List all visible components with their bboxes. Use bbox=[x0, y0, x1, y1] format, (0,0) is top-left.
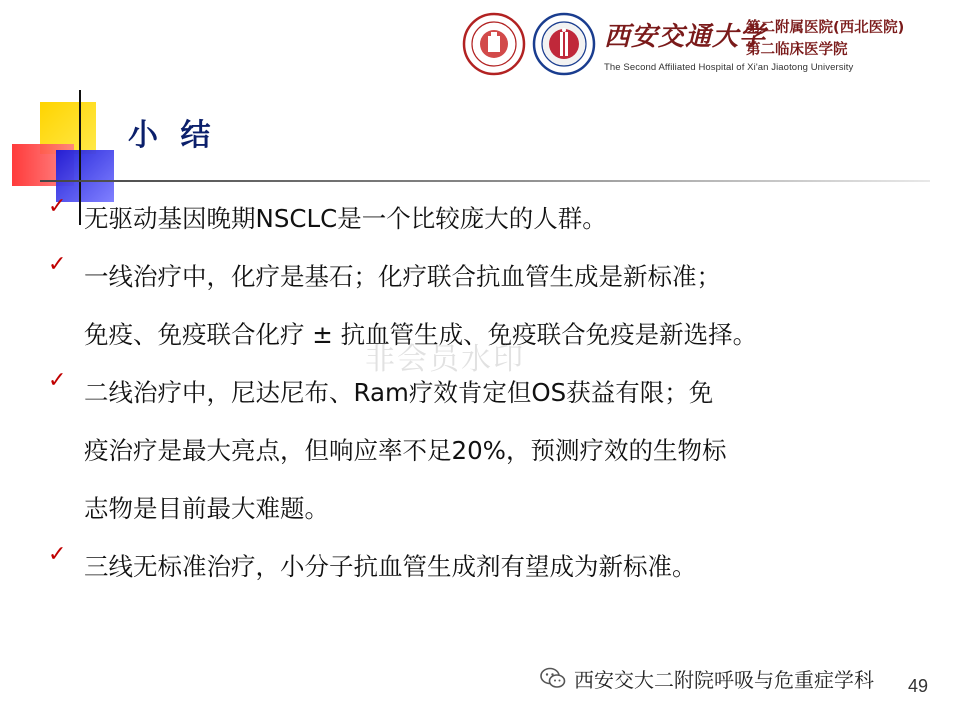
check-icon: ✓ bbox=[48, 368, 67, 393]
bullet-line: 二线治疗中，尼达尼布、Ram疗效肯定但OS获益有限；免 bbox=[84, 378, 714, 407]
hospital-header bbox=[462, 8, 952, 78]
list-item bbox=[48, 190, 948, 248]
bullet-line: 免疫、免疫联合化疗 ± 抗血管生成、免疫联合免疫是新选择。 bbox=[84, 320, 758, 349]
check-icon: ✓ bbox=[48, 194, 67, 219]
hospital-name-english: The Second Affiliated Hospital of Xi'an Jiaotong University bbox=[604, 62, 854, 73]
footer-source bbox=[540, 662, 874, 694]
hospital-name-block bbox=[604, 12, 954, 76]
check-icon: ✓ bbox=[48, 542, 67, 567]
bullet-line: 无驱动基因晚期NSCLC是一个比较庞大的人群。 bbox=[84, 204, 607, 233]
university-name: 西安交通大学 bbox=[604, 22, 767, 52]
watermark: 非会员水印 bbox=[365, 342, 525, 377]
university-seal-icon bbox=[462, 12, 526, 76]
hospital-name-line1: 第二附属医院(西北医院) bbox=[746, 20, 905, 36]
page-number: 49 bbox=[908, 676, 929, 696]
bullet-line: 志物是目前最大难题。 bbox=[84, 494, 329, 523]
footer-source-label: 西安交大二附院呼吸与危重症学科 bbox=[574, 667, 874, 692]
slide-title: 小 结 bbox=[128, 118, 217, 153]
hospital-name-line2: 第二临床医学院 bbox=[746, 42, 848, 58]
wechat-icon bbox=[540, 666, 566, 690]
list-item bbox=[48, 364, 948, 538]
hospital-seal-icon bbox=[532, 12, 596, 76]
check-icon: ✓ bbox=[48, 252, 67, 277]
bullet-line: 疫治疗是最大亮点，但响应率不足20%，预测疗效的生物标 bbox=[84, 436, 727, 465]
decor-horizontal-line bbox=[40, 180, 930, 182]
bullet-line: 一线治疗中，化疗是基石；化疗联合抗血管生成是新标准； bbox=[84, 262, 721, 291]
list-item bbox=[48, 538, 948, 596]
bullet-line: 三线无标准治疗，小分子抗血管生成剂有望成为新标准。 bbox=[84, 552, 697, 581]
summary-list bbox=[48, 190, 948, 596]
